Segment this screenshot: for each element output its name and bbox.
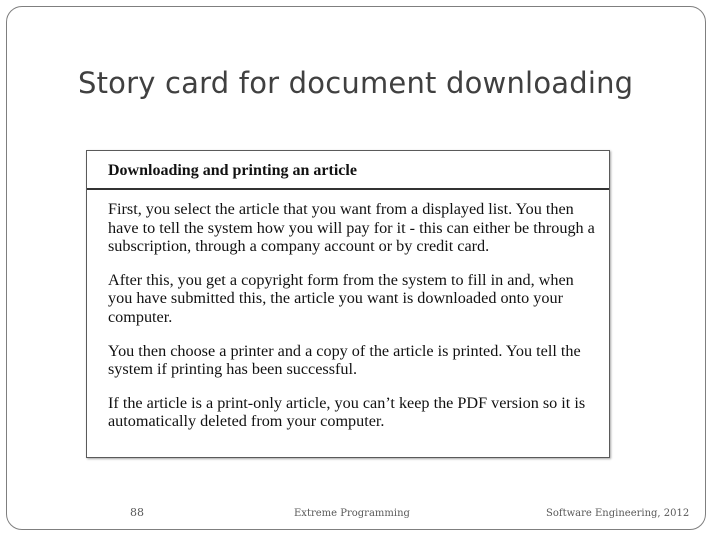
story-card-body: [108, 200, 598, 446]
story-card-paragraph-2: After this, you get a copyright form from the system to fill in and, when you have submitted this, the article you want is downloaded onto your computer.: [108, 270, 574, 326]
story-card-heading: Downloading and printing an article: [108, 162, 357, 179]
story-card-paragraph-1: First, you select the article that you want from a displayed list. You then have to tell the system how you will pay for it - this can either be through a subscription, through a company account or by credit card.: [108, 200, 595, 256]
footer-book-credit: Software Engineering, 2012: [546, 508, 690, 519]
story-card-paragraph-3: You then choose a printer and a copy of the article is printed. You tell the system if printing has been successful.: [108, 341, 581, 379]
story-card-paragraph-4: If the article is a print-only article, you can’t keep the PDF version so it is automatically deleted from your computer.: [108, 393, 586, 431]
story-card: [86, 150, 610, 458]
footer-course-title: Extreme Programming: [294, 508, 410, 519]
slide-title: Story card for document downloading: [78, 66, 634, 100]
footer-page-number: 88: [130, 506, 144, 519]
story-card-divider: [87, 188, 609, 190]
